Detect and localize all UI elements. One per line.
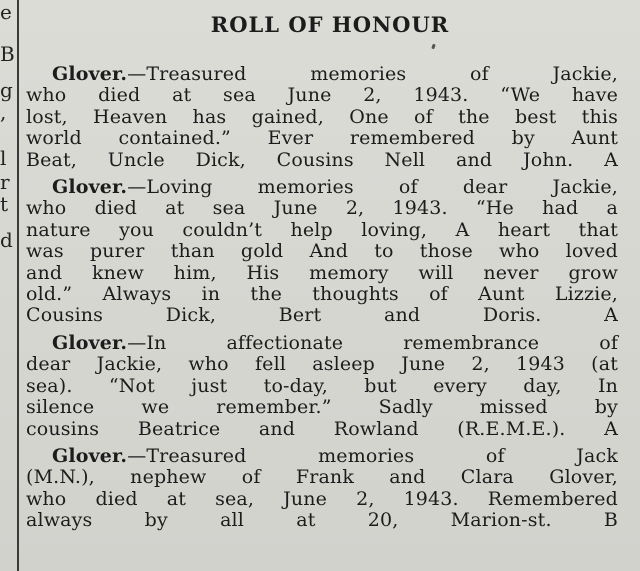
section-heading [0,12,640,37]
notice-line: nature you couldn’t help loving, A heart that [26,218,618,241]
notice-surname: Glover. [52,444,128,467]
fragment-char: B [0,42,15,66]
notice-line: who died at sea June 2, 1943. “We have [26,84,618,107]
notice-line: Beat, Uncle Dick, Cousins Nell and John. A [26,148,618,171]
notice-line: lost, Heaven has gained, One of the best this [26,105,618,128]
notice-line: cousins Beatrice and Rowland (R.E.M.E.). A [26,417,618,440]
fragment-char: t [0,192,9,216]
notice-line: Glover.—Treasured memories of Jackie, [52,63,618,85]
notice-line: sea). “Not just to-day, but every day, In [26,374,618,397]
notice [26,446,618,532]
notice-line: Glover.—Loving memories of dear Jackie, [52,176,618,199]
notice-line: Glover.—In affectionate remembrance of [52,331,618,354]
notice [26,333,618,440]
notice-line: world contained.” Ever remembered by Aunt [26,127,618,150]
notice-line: silence we remember.” Sadly missed by [26,396,618,419]
notice-line: was purer than gold And to those who loved [26,240,618,263]
notice-line: and knew him, His memory will never grow [26,261,618,284]
notice-line: Glover.—Treasured memories of Jack [52,444,618,467]
notice-surname: Glover. [52,63,128,85]
notice-line: who died at sea June 2, 1943. “He had a [26,197,618,220]
fragment-char: l [0,146,7,170]
notice-line: Cousins Dick, Bert and Doris. A [26,304,618,327]
print-speck [431,44,436,50]
fragment-char: , [0,100,7,124]
notice-line: who died at sea, June 2, 1943. Remembered [26,487,618,510]
fragment-char: r [0,170,10,194]
notice-line: dear Jackie, who fell asleep June 2, 1943 (at [26,353,618,376]
notice-line: old.” Always in the thoughts of Aunt Lizzie, [26,283,618,306]
adjacent-column-fragment [0,0,16,571]
notice-line: always by all at 20, Marion-st. B [26,509,618,532]
heading-text: ROLL OF HONOUR [210,12,450,37]
fragment-char: e [0,0,12,24]
notice [26,177,618,327]
fragment-char: d [0,228,13,252]
fragment-char: g [0,78,13,102]
notice-surname: Glover. [52,176,128,199]
notice-line: (M.N.), nephew of Frank and Clara Glover, [26,466,618,489]
notice [26,64,618,171]
notice-surname: Glover. [52,331,128,354]
notices-column [26,64,618,532]
column-rule [17,0,19,571]
